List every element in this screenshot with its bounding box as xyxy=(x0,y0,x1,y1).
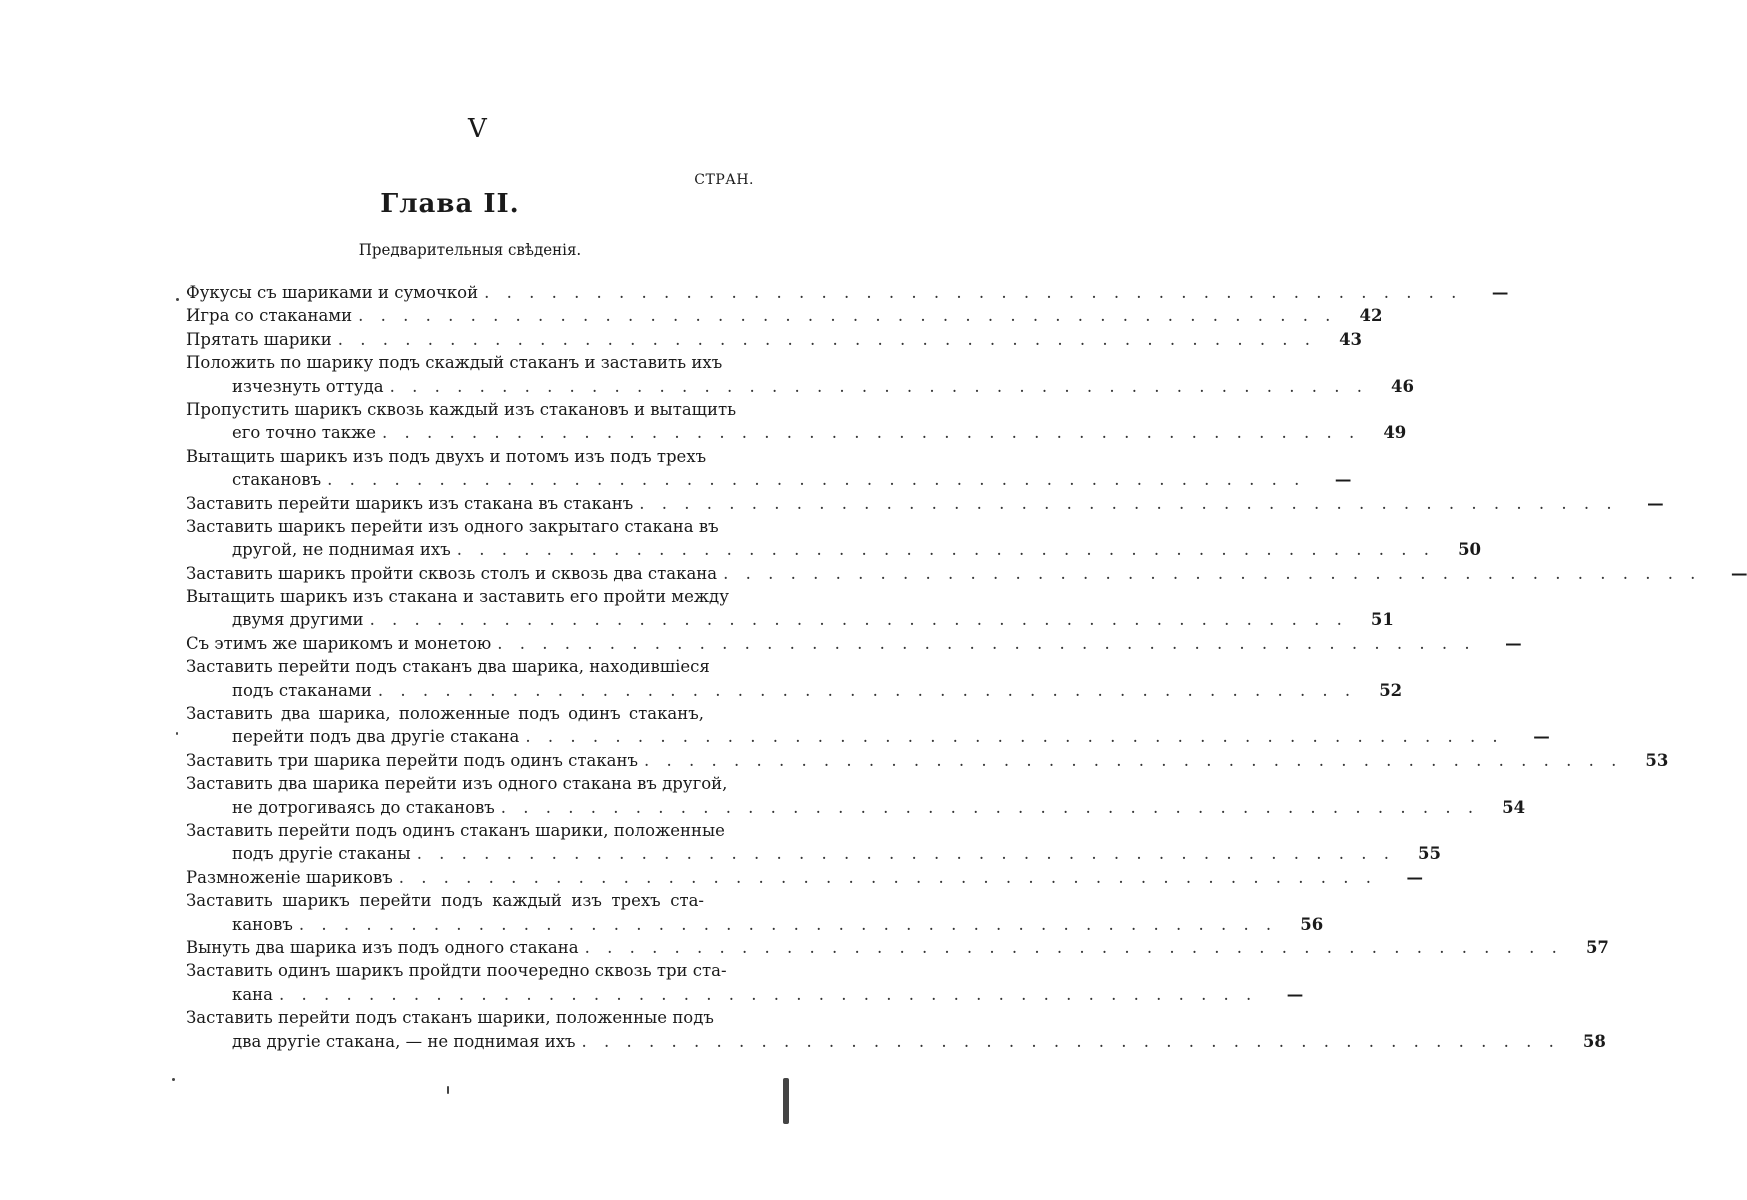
toc-page-number: 57 xyxy=(1585,937,1609,957)
toc-entry-line xyxy=(186,772,758,795)
toc-entry-line xyxy=(186,655,758,678)
toc-entry-last-line xyxy=(186,421,1407,444)
dot-leader xyxy=(582,1030,1560,1053)
toc-entry xyxy=(186,492,1664,515)
toc-entry xyxy=(186,351,1414,398)
toc-entry-text: перейти подъ два другіе стакана xyxy=(232,727,520,747)
toc-page-number: 54 xyxy=(1502,797,1526,817)
toc-entry-text: изчезнуть оттуда xyxy=(232,376,384,396)
toc-entry-text: Заставить перейти подъ стаканъ два шарика, находившіеся xyxy=(186,657,710,677)
toc-page-number: — xyxy=(1647,493,1664,513)
toc-entry-text: Заставить перейти шарикъ изъ стакана въ стаканъ xyxy=(186,493,634,513)
toc-page-number: 58 xyxy=(1582,1031,1606,1051)
toc-entry-line xyxy=(186,702,758,725)
toc-entry-text: не дотрогиваясь до стакановъ xyxy=(232,797,495,817)
toc-entry-text: кана xyxy=(232,984,273,1004)
dot-leader xyxy=(382,421,1360,444)
dot-leader xyxy=(484,281,1462,304)
toc-entry-text: Пропустить шарикъ сквозь каждый изъ стакановъ и вытащить xyxy=(186,399,737,419)
toc-entry-text: Заставить три шарика перейти подъ одинъ стаканъ xyxy=(186,750,639,770)
toc-entry xyxy=(186,702,1550,749)
toc-entry-last-line xyxy=(186,468,1352,491)
page-column-label: СТРАН. xyxy=(694,172,754,188)
dot-leader xyxy=(497,632,1475,655)
toc-entry-text: подъ стаканами xyxy=(232,680,372,700)
toc-page-number: 49 xyxy=(1383,423,1407,443)
toc-entry-last-line xyxy=(186,375,1414,398)
dot-leader xyxy=(457,538,1435,561)
toc-entry-line xyxy=(186,398,758,421)
toc-entry-text: Заставить перейти подъ стаканъ шарики, положенные подъ xyxy=(186,1008,714,1028)
dot-leader xyxy=(639,492,1617,515)
toc-entry-last-line xyxy=(186,679,1403,702)
toc-entry-line xyxy=(186,959,758,982)
toc-page-number: 55 xyxy=(1418,844,1441,864)
toc-entry-last-line xyxy=(186,866,1424,889)
dot-leader xyxy=(327,468,1305,491)
toc-page-number: — xyxy=(1334,470,1352,490)
toc-entry-last-line xyxy=(186,913,1324,936)
toc-entry-last-line xyxy=(186,608,1394,631)
toc-entry xyxy=(186,585,1394,632)
toc-entry-last-line xyxy=(186,936,1609,959)
toc-entry-last-line xyxy=(186,842,1441,865)
toc-entry-line xyxy=(186,445,758,468)
toc-page-number: 51 xyxy=(1370,610,1394,630)
dot-leader xyxy=(370,608,1348,631)
toc-entry-last-line xyxy=(186,796,1526,819)
dot-leader xyxy=(299,913,1277,936)
toc-page-number: 50 xyxy=(1458,540,1482,560)
dot-leader xyxy=(417,842,1395,865)
dot-leader xyxy=(338,328,1316,351)
table-of-contents xyxy=(186,281,1747,1053)
toc-entry-text: Заставить шарикъ перейти подъ каждый изъ трехъ ста- xyxy=(186,891,704,911)
toc-entry-last-line xyxy=(186,632,1522,655)
toc-entry xyxy=(186,772,1526,819)
toc-entry xyxy=(186,515,1482,562)
toc-entry-text: Вынуть два шарика изъ подъ одного стакана xyxy=(186,937,579,957)
dot-leader xyxy=(358,304,1336,327)
toc-entry-last-line xyxy=(186,538,1482,561)
dot-leader xyxy=(279,983,1257,1006)
toc-entry-text: кановъ xyxy=(232,914,293,934)
toc-entry-text: Вытащить шарикъ изъ стакана и заставить его пройти между xyxy=(186,587,729,607)
toc-entry-text: Съ этимъ же шарикомъ и монетою xyxy=(186,633,492,653)
toc-entry-last-line xyxy=(186,725,1550,748)
toc-entry xyxy=(186,889,1324,936)
toc-page-number: — xyxy=(1406,867,1424,887)
toc-entry-text: его точно также xyxy=(232,423,376,443)
toc-entry-text: Заставить шарикъ пройти сквозь столъ и сквозь два стакана xyxy=(186,563,718,583)
toc-entry-last-line xyxy=(186,328,1363,351)
chapter-subtitle: Предварительныя свѣденія. xyxy=(358,240,582,259)
toc-entry xyxy=(186,304,1383,327)
toc-entry xyxy=(186,632,1522,655)
toc-entry-text: Заставить перейти подъ одинъ стаканъ шарики, положенные xyxy=(186,820,725,840)
dot-leader xyxy=(644,749,1622,772)
toc-entry-text: Заставить два шарика, положенные подъ одинъ стаканъ, xyxy=(186,704,704,724)
toc-page-number: — xyxy=(1491,283,1509,302)
dot-leader xyxy=(390,375,1368,398)
toc-entry-line xyxy=(186,351,758,374)
toc-entry-last-line xyxy=(186,749,1669,772)
toc-page-number: — xyxy=(1505,633,1522,653)
toc-entry xyxy=(186,445,1352,492)
toc-entry-last-line xyxy=(186,281,1509,304)
toc-entry xyxy=(186,655,1403,702)
toc-entry xyxy=(186,1006,1606,1053)
toc-entry-text: Фукусы съ шариками и сумочкой xyxy=(186,283,479,302)
toc-page-number: 53 xyxy=(1645,750,1669,770)
toc-page-number: 52 xyxy=(1379,680,1403,700)
toc-entry-text: Заставить шарикъ перейти изъ одного закрытаго стакана въ xyxy=(186,516,719,536)
toc-entry-text: Заставить одинъ шарикъ пройдти поочередно сквозь три ста- xyxy=(186,961,727,981)
toc-entry-text: подъ другіе стаканы xyxy=(232,844,411,864)
toc-page-number: — xyxy=(1730,563,1747,583)
toc-entry-text: Размноженіе шариковъ xyxy=(186,867,393,887)
toc-entry-last-line xyxy=(186,304,1383,327)
toc-page-number: 46 xyxy=(1390,376,1414,396)
toc-entry-last-line xyxy=(186,1030,1606,1053)
toc-entry-text: Игра со стаканами xyxy=(186,306,353,326)
toc-page-number: 42 xyxy=(1359,306,1383,326)
dot-leader xyxy=(399,866,1377,889)
toc-page-number: 56 xyxy=(1300,914,1324,934)
dot-leader xyxy=(378,679,1356,702)
toc-entry xyxy=(186,749,1669,772)
toc-entry xyxy=(186,281,1509,304)
toc-entry-text: два другіе стакана, — не поднимая ихъ xyxy=(232,1031,576,1051)
toc-entry xyxy=(186,328,1363,351)
toc-entry-text: Положить по шарику подъ скаждый стаканъ и заставить ихъ xyxy=(186,353,723,373)
toc-page-number: — xyxy=(1533,727,1550,747)
toc-entry xyxy=(186,936,1609,959)
toc-entry-text: Вытащить шарикъ изъ подъ двухъ и потомъ изъ подъ трехъ xyxy=(186,446,707,466)
toc-entry-line xyxy=(186,585,758,608)
toc-entry-line xyxy=(186,819,758,842)
dot-leader xyxy=(723,562,1701,585)
toc-entry-text: другой, не поднимая ихъ xyxy=(232,540,451,560)
dot-leader xyxy=(525,725,1503,748)
toc-page-number: 43 xyxy=(1339,329,1363,349)
toc-entry xyxy=(186,562,1747,585)
toc-entry xyxy=(186,819,1441,866)
chapter-title: Глава II. xyxy=(380,189,520,219)
toc-entry-last-line xyxy=(186,983,1304,1006)
toc-entry xyxy=(186,398,1407,445)
dot-leader xyxy=(585,936,1563,959)
toc-entry-line xyxy=(186,889,758,912)
dot-leader xyxy=(501,796,1479,819)
toc-entry xyxy=(186,959,1304,1006)
page-number: V xyxy=(468,114,488,144)
toc-entry-line xyxy=(186,1006,758,1029)
toc-page-number: — xyxy=(1286,984,1304,1004)
toc-entry-text: Прятать шарики xyxy=(186,329,332,349)
toc-entry-line xyxy=(186,515,758,538)
toc-entry-last-line xyxy=(186,562,1747,585)
toc-entry-last-line xyxy=(186,492,1664,515)
toc-entry xyxy=(186,866,1424,889)
toc-entry-text: стакановъ xyxy=(232,470,322,490)
toc-entry-text: двумя другими xyxy=(232,610,364,630)
toc-entry-text: Заставить два шарика перейти изъ одного стакана въ другой, xyxy=(186,774,728,794)
